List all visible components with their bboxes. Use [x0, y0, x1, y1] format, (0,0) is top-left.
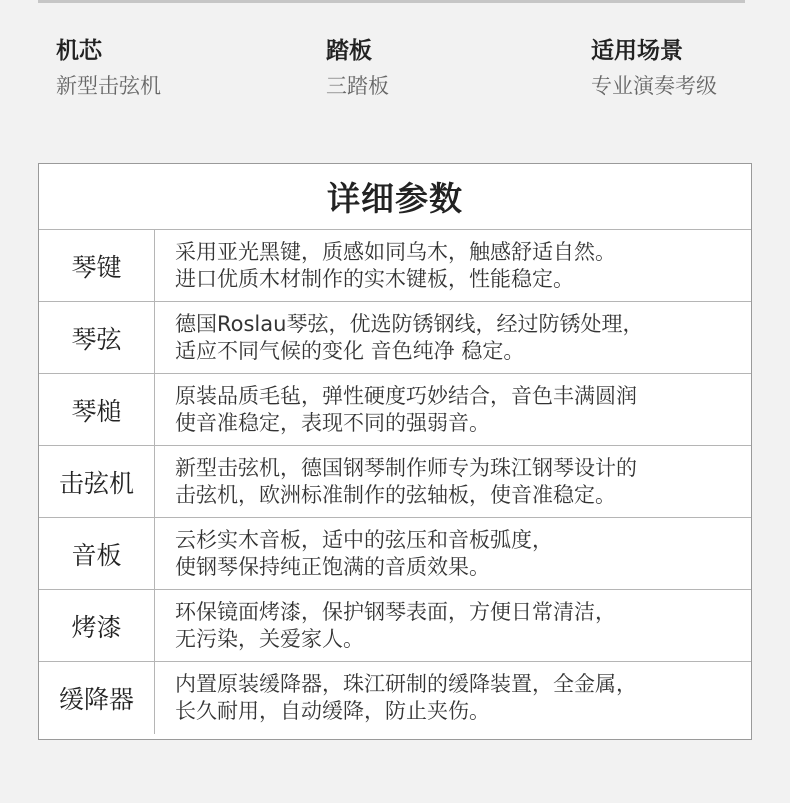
spec-scenario: [591, 37, 717, 99]
row-description: [155, 662, 751, 734]
description-line: 进口优质木材制作的实木键板，性能稳定。: [175, 267, 574, 291]
top-divider: [38, 0, 745, 3]
row-description: [155, 374, 751, 445]
row-description: [155, 590, 751, 661]
table-row-hammers: [39, 374, 751, 446]
spec-movement: [56, 37, 161, 99]
description-line: 云杉实木音板，适中的弦压和音板弧度，: [175, 528, 553, 552]
description-line: 长久耐用，自动缓降，防止夹伤。: [175, 699, 490, 723]
spec-value: 三踏板: [326, 74, 389, 98]
row-description: [155, 230, 751, 301]
table-row-finish: [39, 590, 751, 662]
row-label: 烤漆: [39, 590, 155, 661]
row-description: [155, 302, 751, 373]
spec-label: 机芯: [56, 38, 102, 64]
row-label: 琴键: [39, 230, 155, 301]
description-line: 原装品质毛毡，弹性硬度巧妙结合，音色丰满圆润: [175, 384, 637, 408]
description-line: 内置原装缓降器，珠江研制的缓降装置，全金属，: [175, 672, 637, 696]
spec-label: 踏板: [326, 38, 372, 64]
row-description: [155, 446, 751, 517]
table-row-soundboard: [39, 518, 751, 590]
description-line: 适应不同气候的变化 音色纯净 稳定。: [175, 339, 525, 363]
table-row-action: [39, 446, 751, 518]
description-line: 环保镜面烤漆，保护钢琴表面，方便日常清洁，: [175, 600, 616, 624]
table-row-keys: [39, 230, 751, 302]
description-line: 使钢琴保持纯正饱满的音质效果。: [175, 555, 490, 579]
description-line: 击弦机，欧洲标准制作的弦轴板，使音准稳定。: [175, 483, 616, 507]
detail-parameters-table: [38, 163, 752, 740]
row-description: [155, 518, 751, 589]
description-line: 新型击弦机，德国钢琴制作师专为珠江钢琴设计的: [175, 456, 637, 480]
description-line: 无污染，关爱家人。: [175, 627, 364, 651]
row-label: 击弦机: [39, 446, 155, 517]
table-row-soft-close: [39, 662, 751, 734]
table-title: 详细参数: [39, 164, 751, 230]
spec-value: 新型击弦机: [56, 74, 161, 98]
row-label: 音板: [39, 518, 155, 589]
description-line: 采用亚光黑键，质感如同乌木，触感舒适自然。: [175, 240, 616, 264]
spec-label: 适用场景: [591, 38, 683, 64]
description-line: 德国Roslau琴弦，优选防锈钢线，经过防锈处理，: [175, 312, 644, 336]
row-label: 缓降器: [39, 662, 155, 734]
row-label: 琴弦: [39, 302, 155, 373]
spec-pedal: [326, 37, 389, 99]
description-line: 使音准稳定，表现不同的强弱音。: [175, 411, 490, 435]
spec-value: 专业演奏考级: [591, 74, 717, 98]
row-label: 琴槌: [39, 374, 155, 445]
table-row-strings: [39, 302, 751, 374]
